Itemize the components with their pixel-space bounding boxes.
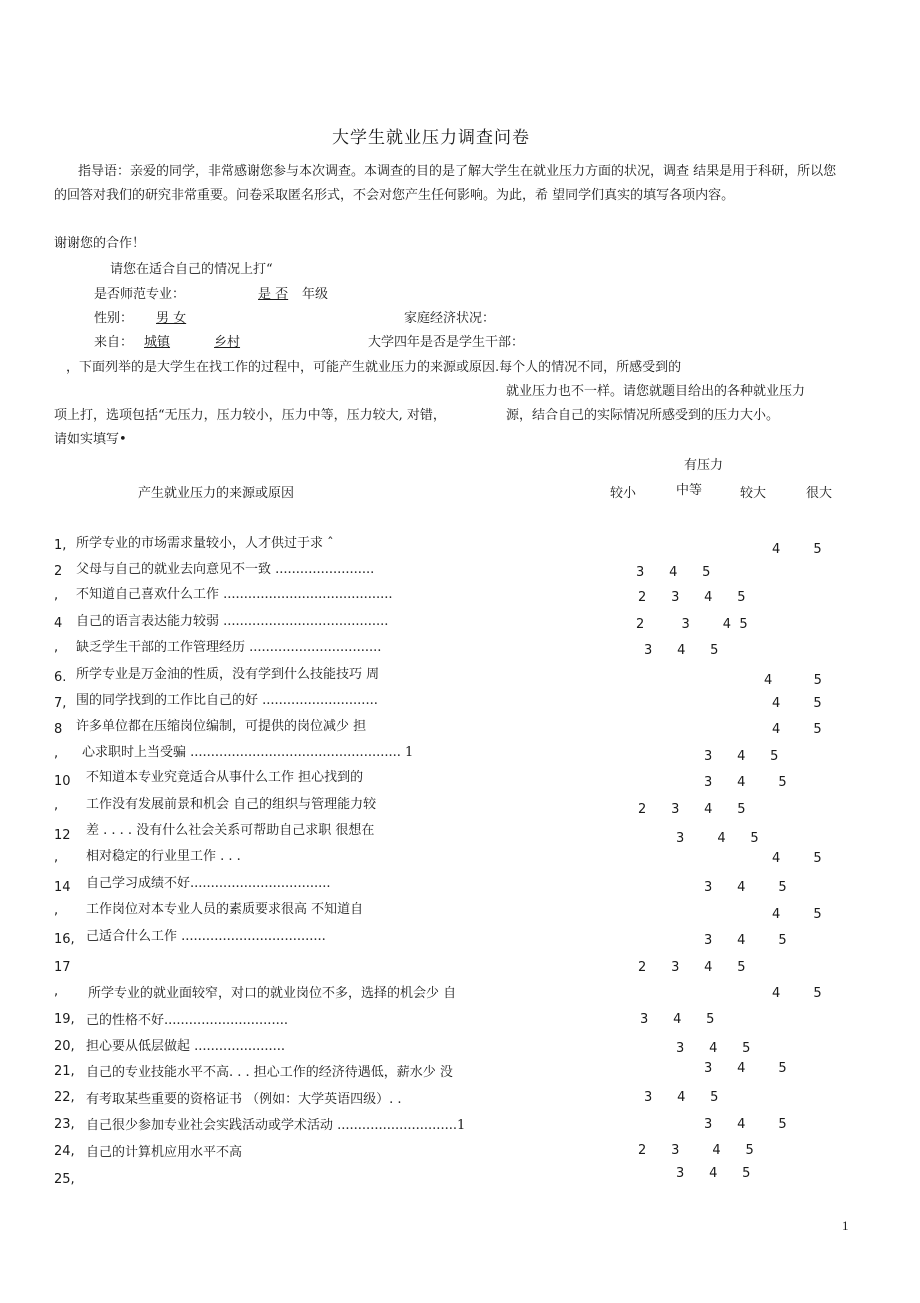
item-text: 父母与自己的就业去向意见不一致 ........................ [76, 562, 375, 577]
item-scale[interactable]: 3 4 5 [676, 1166, 751, 1181]
item-text: 心求职时上当受骗 ................................................... 1 [82, 745, 414, 760]
header-medium: 中等 [676, 483, 703, 498]
from-village-option[interactable]: 乡村 [214, 335, 241, 350]
item-number: , [54, 588, 59, 603]
item-scale[interactable]: 3 4 5 [704, 1061, 787, 1076]
item-text: 自己的语言表达能力较弱 ........................................ [76, 614, 389, 629]
item-scale[interactable]: 3 4 5 [704, 933, 787, 948]
thanks-text: 谢谢您的合作！ [54, 236, 146, 251]
item-text: 工作岗位对本专业人员的素质要求很高 不知道自 [86, 902, 364, 917]
page-number: 1 [842, 1218, 849, 1233]
item-scale[interactable]: 2 3 4 5 [636, 617, 748, 632]
item-number: 12 [54, 828, 71, 843]
from-town-option[interactable]: 城镇 [144, 335, 171, 350]
item-text: 担心要从低层做起 ...................... [86, 1039, 286, 1054]
item-number: , [54, 640, 59, 655]
item-text: 工作没有发展前景和机会 自己的组织与管理能力较 [86, 797, 377, 812]
item-text: 所学专业的就业面较窄，对口的就业岗位不多，选择的机会少 自 [88, 986, 457, 1001]
intro-paragraph: 指导语：亲爱的同学，非常感谢您参与本次调查。本调查的目的是了解大学生在就业压力方面的状况，调查 结果是用于科研，所以您的回答对我们的研究非常重要。问卷采取匿名形式，不会对您产生任何影响。为此，希 望同学们真实的填写各项内容。 [54, 164, 837, 203]
section2-right-line2: 源，结合自己的实际情况所感受到的压力大小。 [506, 408, 780, 423]
item-scale[interactable]: 3 4 5 [644, 1090, 719, 1105]
item-number: 6. [54, 670, 67, 685]
header-source: 产生就业压力的来源或原因 [138, 486, 295, 501]
item-number: 4 [54, 616, 63, 631]
normal-major-label: 是否师范专业： [94, 287, 186, 302]
item-scale[interactable]: 4 5 [772, 542, 822, 557]
grade-label: 年级 [302, 287, 329, 302]
item-scale[interactable]: 4 5 [772, 907, 822, 922]
item-number: 22, [54, 1090, 75, 1105]
normal-major-options[interactable]: 是 否 [258, 287, 289, 302]
item-scale[interactable]: 3 4 5 [704, 775, 787, 790]
family-economy-label: 家庭经济状况： [404, 311, 496, 326]
item-text: 自己很少参加专业社会实践活动或学术活动 .............................1 [86, 1118, 466, 1133]
item-text: 自己的计算机应用水平不高 [86, 1145, 243, 1160]
header-has-pressure: 有压力 [684, 458, 724, 473]
section2-right-line1: 就业压力也不一样。请您就题目给出的各种就业压力 [506, 384, 806, 399]
item-text: 围的同学找到的工作比自己的好 ............................ [76, 693, 378, 708]
header-large: 较大 [740, 486, 767, 501]
item-scale[interactable]: 4 5 [764, 673, 822, 688]
instruction-text: 请您在适合自己的情况上打“ [110, 262, 273, 277]
item-scale[interactable]: 3 4 5 [636, 565, 711, 580]
section2-left-line: 项上打，选项包括“无压力，压力较小，压力中等，压力较大, 对错， [54, 408, 446, 423]
gender-label: 性别： [94, 311, 134, 326]
item-scale[interactable]: 4 5 [772, 696, 822, 711]
header-small: 较小 [610, 486, 637, 501]
from-options[interactable] [144, 335, 242, 351]
item-scale[interactable]: 3 4 5 [704, 880, 787, 895]
section2-fill-instruction: 请如实填写• [54, 432, 127, 447]
item-text: 缺乏学生干部的工作管理经历 ................................ [76, 640, 382, 655]
item-number: , [54, 984, 59, 999]
item-text: 有考取某些重要的资格证书 （例如：大学英语四级）. . [86, 1092, 402, 1107]
item-scale[interactable]: 2 3 4 5 [638, 960, 746, 975]
item-scale[interactable]: 4 5 [772, 851, 822, 866]
item-text: 己的性格不好.............................. [86, 1013, 288, 1028]
item-number: 17 [54, 960, 71, 975]
item-scale[interactable]: 3 4 5 [644, 643, 719, 658]
item-number: , [54, 903, 59, 918]
item-text: 所学专业的市场需求量较小，人才供过于求 ˆ [76, 536, 334, 551]
item-number: 10 [54, 774, 71, 789]
item-scale[interactable]: 2 3 4 5 [638, 802, 746, 817]
item-scale[interactable]: 2 3 4 5 [638, 1143, 754, 1158]
item-text: 许多单位都在压缩岗位编制，可提供的岗位减少 担 [76, 719, 367, 734]
item-scale[interactable]: 3 4 5 [704, 1117, 787, 1132]
item-number: 19, [54, 1012, 75, 1027]
item-number: , [54, 798, 59, 813]
item-text: 所学专业是万金油的性质，没有学到什么技能技巧 周 [76, 667, 380, 682]
item-scale[interactable]: 2 3 4 5 [638, 590, 746, 605]
item-text: 相对稳定的行业里工作 . . . [86, 849, 241, 864]
header-very: 很大 [806, 486, 833, 501]
item-scale[interactable]: 4 5 [772, 986, 822, 1001]
item-text: 差 . . . . 没有什么社会关系可帮助自己求职 很想在 [86, 823, 375, 838]
item-number: , [54, 746, 59, 761]
item-scale[interactable]: 4 5 [772, 722, 822, 737]
item-scale[interactable]: 3 4 5 [676, 1041, 751, 1056]
item-text: 自己的专业技能水平不高. . . 担心工作的经济待遇低，薪水少 没 [86, 1065, 453, 1080]
student-cadre-label: 大学四年是否是学生干部： [368, 335, 525, 350]
item-text: 自己学习成绩不好.................................. [86, 876, 331, 891]
item-number: 2 [54, 564, 63, 579]
section2-line1: ，下面列举的是大学生在找工作的过程中，可能产生就业压力的来源或原因.每个人的情况不同，所感受到的 [66, 360, 682, 375]
item-scale[interactable]: 3 4 5 [640, 1012, 715, 1027]
item-scale[interactable]: 3 4 5 [704, 749, 779, 764]
item-number: 16, [54, 932, 75, 947]
item-number: 25, [54, 1172, 75, 1187]
from-label: 来自： [94, 335, 134, 350]
item-text: 不知道自己喜欢什么工作 ......................................... [76, 587, 393, 602]
page-title: 大学生就业压力调查问卷 [332, 128, 530, 148]
gender-options[interactable]: 男 女 [156, 311, 187, 326]
item-number: , [54, 850, 59, 865]
item-number: 8 [54, 722, 63, 737]
item-number: 14 [54, 880, 71, 895]
item-number: 23, [54, 1117, 75, 1132]
item-scale[interactable]: 3 4 5 [676, 831, 759, 846]
item-number: 21, [54, 1064, 75, 1079]
item-number: 24, [54, 1144, 75, 1159]
item-text: 不知道本专业究竟适合从事什么工作 担心找到的 [86, 770, 364, 785]
item-number: 20, [54, 1039, 75, 1054]
item-number: 7, [54, 696, 67, 711]
item-text: 己适合什么工作 ................................... [86, 929, 326, 944]
item-number: 1, [54, 538, 67, 553]
